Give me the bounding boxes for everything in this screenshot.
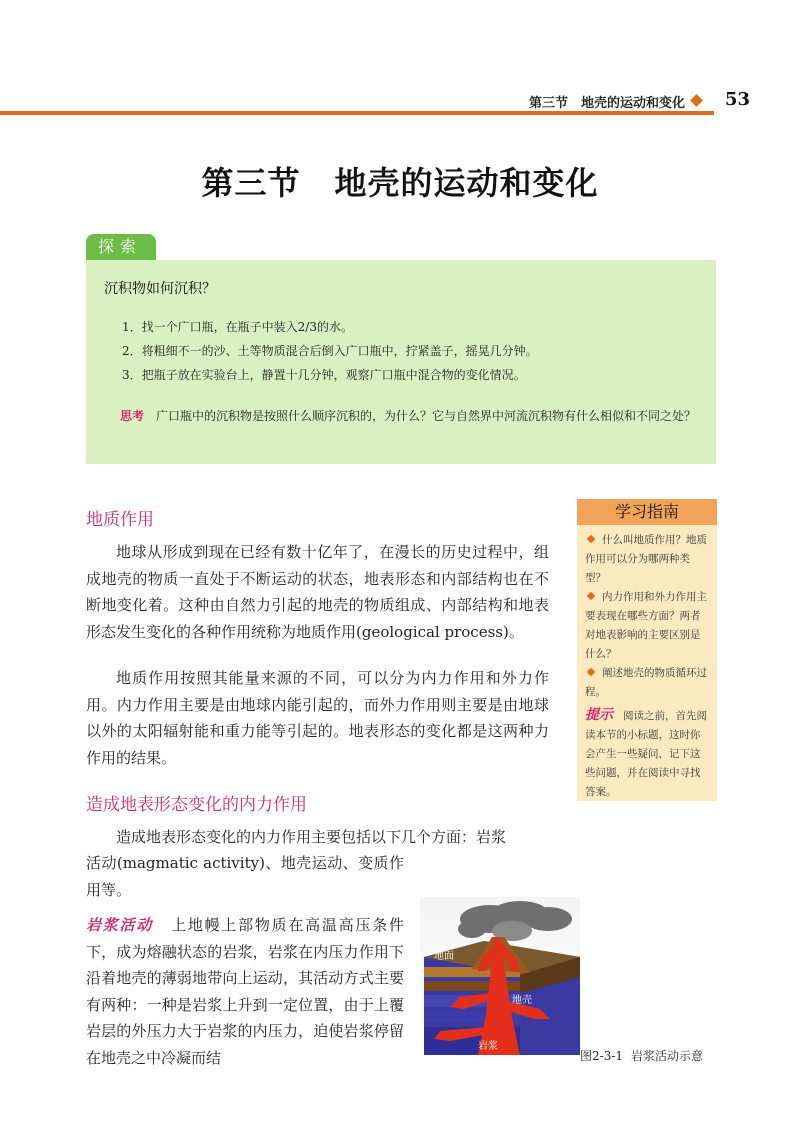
- explore-step: 3．把瓶子放在实验台上，静置十几分钟，观察广口瓶中混合物的变化情况。: [122, 368, 526, 382]
- diamond-bullet-icon: [587, 592, 595, 600]
- chapter-title-number: 第三节: [201, 164, 301, 202]
- explore-tab: [86, 234, 156, 260]
- study-guide-box: [577, 499, 717, 801]
- explore-step: 1．找一个广口瓶，在瓶子中装入2/3的水。: [122, 320, 353, 334]
- explore-box: [86, 260, 716, 464]
- chapter-title: [0, 158, 800, 204]
- think-label: 思考: [120, 409, 145, 423]
- guide-item-text: 阐述地壳的物质循环过程。: [585, 667, 707, 698]
- study-guide-title: 学习指南: [577, 499, 717, 525]
- magma-activity-figure: [420, 897, 580, 1055]
- explore-tab-label: 探索: [98, 237, 143, 256]
- guide-item: [585, 531, 709, 588]
- header-rule: [0, 111, 714, 115]
- term-magma-activity: 岩浆活动: [86, 916, 154, 934]
- section-heading-internal-forces: 造成地表形态变化的内力作用: [86, 795, 307, 815]
- think-paragraph: [106, 404, 706, 428]
- guide-item-text: 什么叫地质作用？地质作用可以分为哪两种类型？: [585, 534, 707, 584]
- guide-item: [585, 588, 709, 664]
- page-number: 53: [725, 89, 751, 110]
- study-guide-body: [577, 525, 717, 802]
- explore-question: 沉积物如何沉积？: [104, 281, 216, 297]
- diamond-icon: [690, 94, 703, 107]
- guide-tip: [585, 706, 709, 802]
- diamond-bullet-icon: [587, 668, 595, 676]
- guide-item-text: 内力作用和外力作用主要表现在哪些方面？两者对地表影响的主要区别是什么？: [585, 591, 707, 660]
- section2-intro-rest: 活动(magmatic activity)、地壳运动、变质作用等。: [86, 854, 404, 899]
- section-heading-geological-action: 地质作用: [86, 510, 154, 530]
- tip-label: 提示: [585, 707, 613, 723]
- figure-caption-number: 图2-3-1: [580, 1049, 624, 1063]
- figure-label-crust: 地壳: [512, 995, 532, 1006]
- section2-intro-line: 造成地表形态变化的内力作用主要包括以下几个方面：岩浆: [116, 828, 507, 846]
- body-paragraph: 地质作用按照其能量来源的不同，可以分为内力作用和外力作用。内力作用主要是由地球内能引起的，而外力作用则主要是由地球以外的太阳辐射能和重力能等引起的。地表形态的变化都是这两种力作用的结果。: [86, 669, 549, 767]
- tip-text: 阅读之前，首先阅读本节的小标题，这时你会产生一些疑问，记下这些问题，并在阅读中寻找答案。: [585, 710, 707, 798]
- running-header-title: 第三节 地壳的运动和变化: [528, 96, 685, 111]
- chapter-title-text: 地壳的运动和变化: [334, 164, 599, 202]
- guide-item: [585, 664, 709, 702]
- body-paragraph: 地球从形成到现在已经有数十亿年了，在漫长的历史过程中，组成地壳的物质一直处于不断运动的状态，地表形态和内部结构也在不断地变化着。这种由自然力引起的地壳的物质组成、内部结构和地表形态发生变化的各种作用统称为地质作用(geological process)。: [86, 543, 549, 641]
- magma-text: 上地幔上部物质在高温高压条件下，成为熔融状态的岩浆，岩浆在内压力作用下沿着地壳的薄弱地带向上运动，其活动方式主要有两种：一种是岩浆上升到一定位置，由于上覆岩层的外压力大于岩浆的内压力，迫使岩浆停留在地壳之中冷凝而结: [86, 916, 404, 1067]
- explore-step: 2．将粗细不一的沙、土等物质混合后倒入广口瓶中，拧紧盖子，摇晃几分钟。: [122, 344, 538, 358]
- figure-label-surface: 地面: [434, 951, 454, 962]
- diamond-bullet-icon: [587, 535, 595, 543]
- think-text: 广口瓶中的沉积物是按照什么顺序沉积的，为什么？它与自然界中河流沉积物有什么相似和不同之处？: [156, 409, 697, 423]
- figure-caption-text: 岩浆活动示意: [631, 1049, 704, 1063]
- magma-paragraph: [86, 912, 404, 1071]
- figure-caption: [580, 1047, 703, 1064]
- figure-label-magma: 岩浆: [478, 1041, 498, 1052]
